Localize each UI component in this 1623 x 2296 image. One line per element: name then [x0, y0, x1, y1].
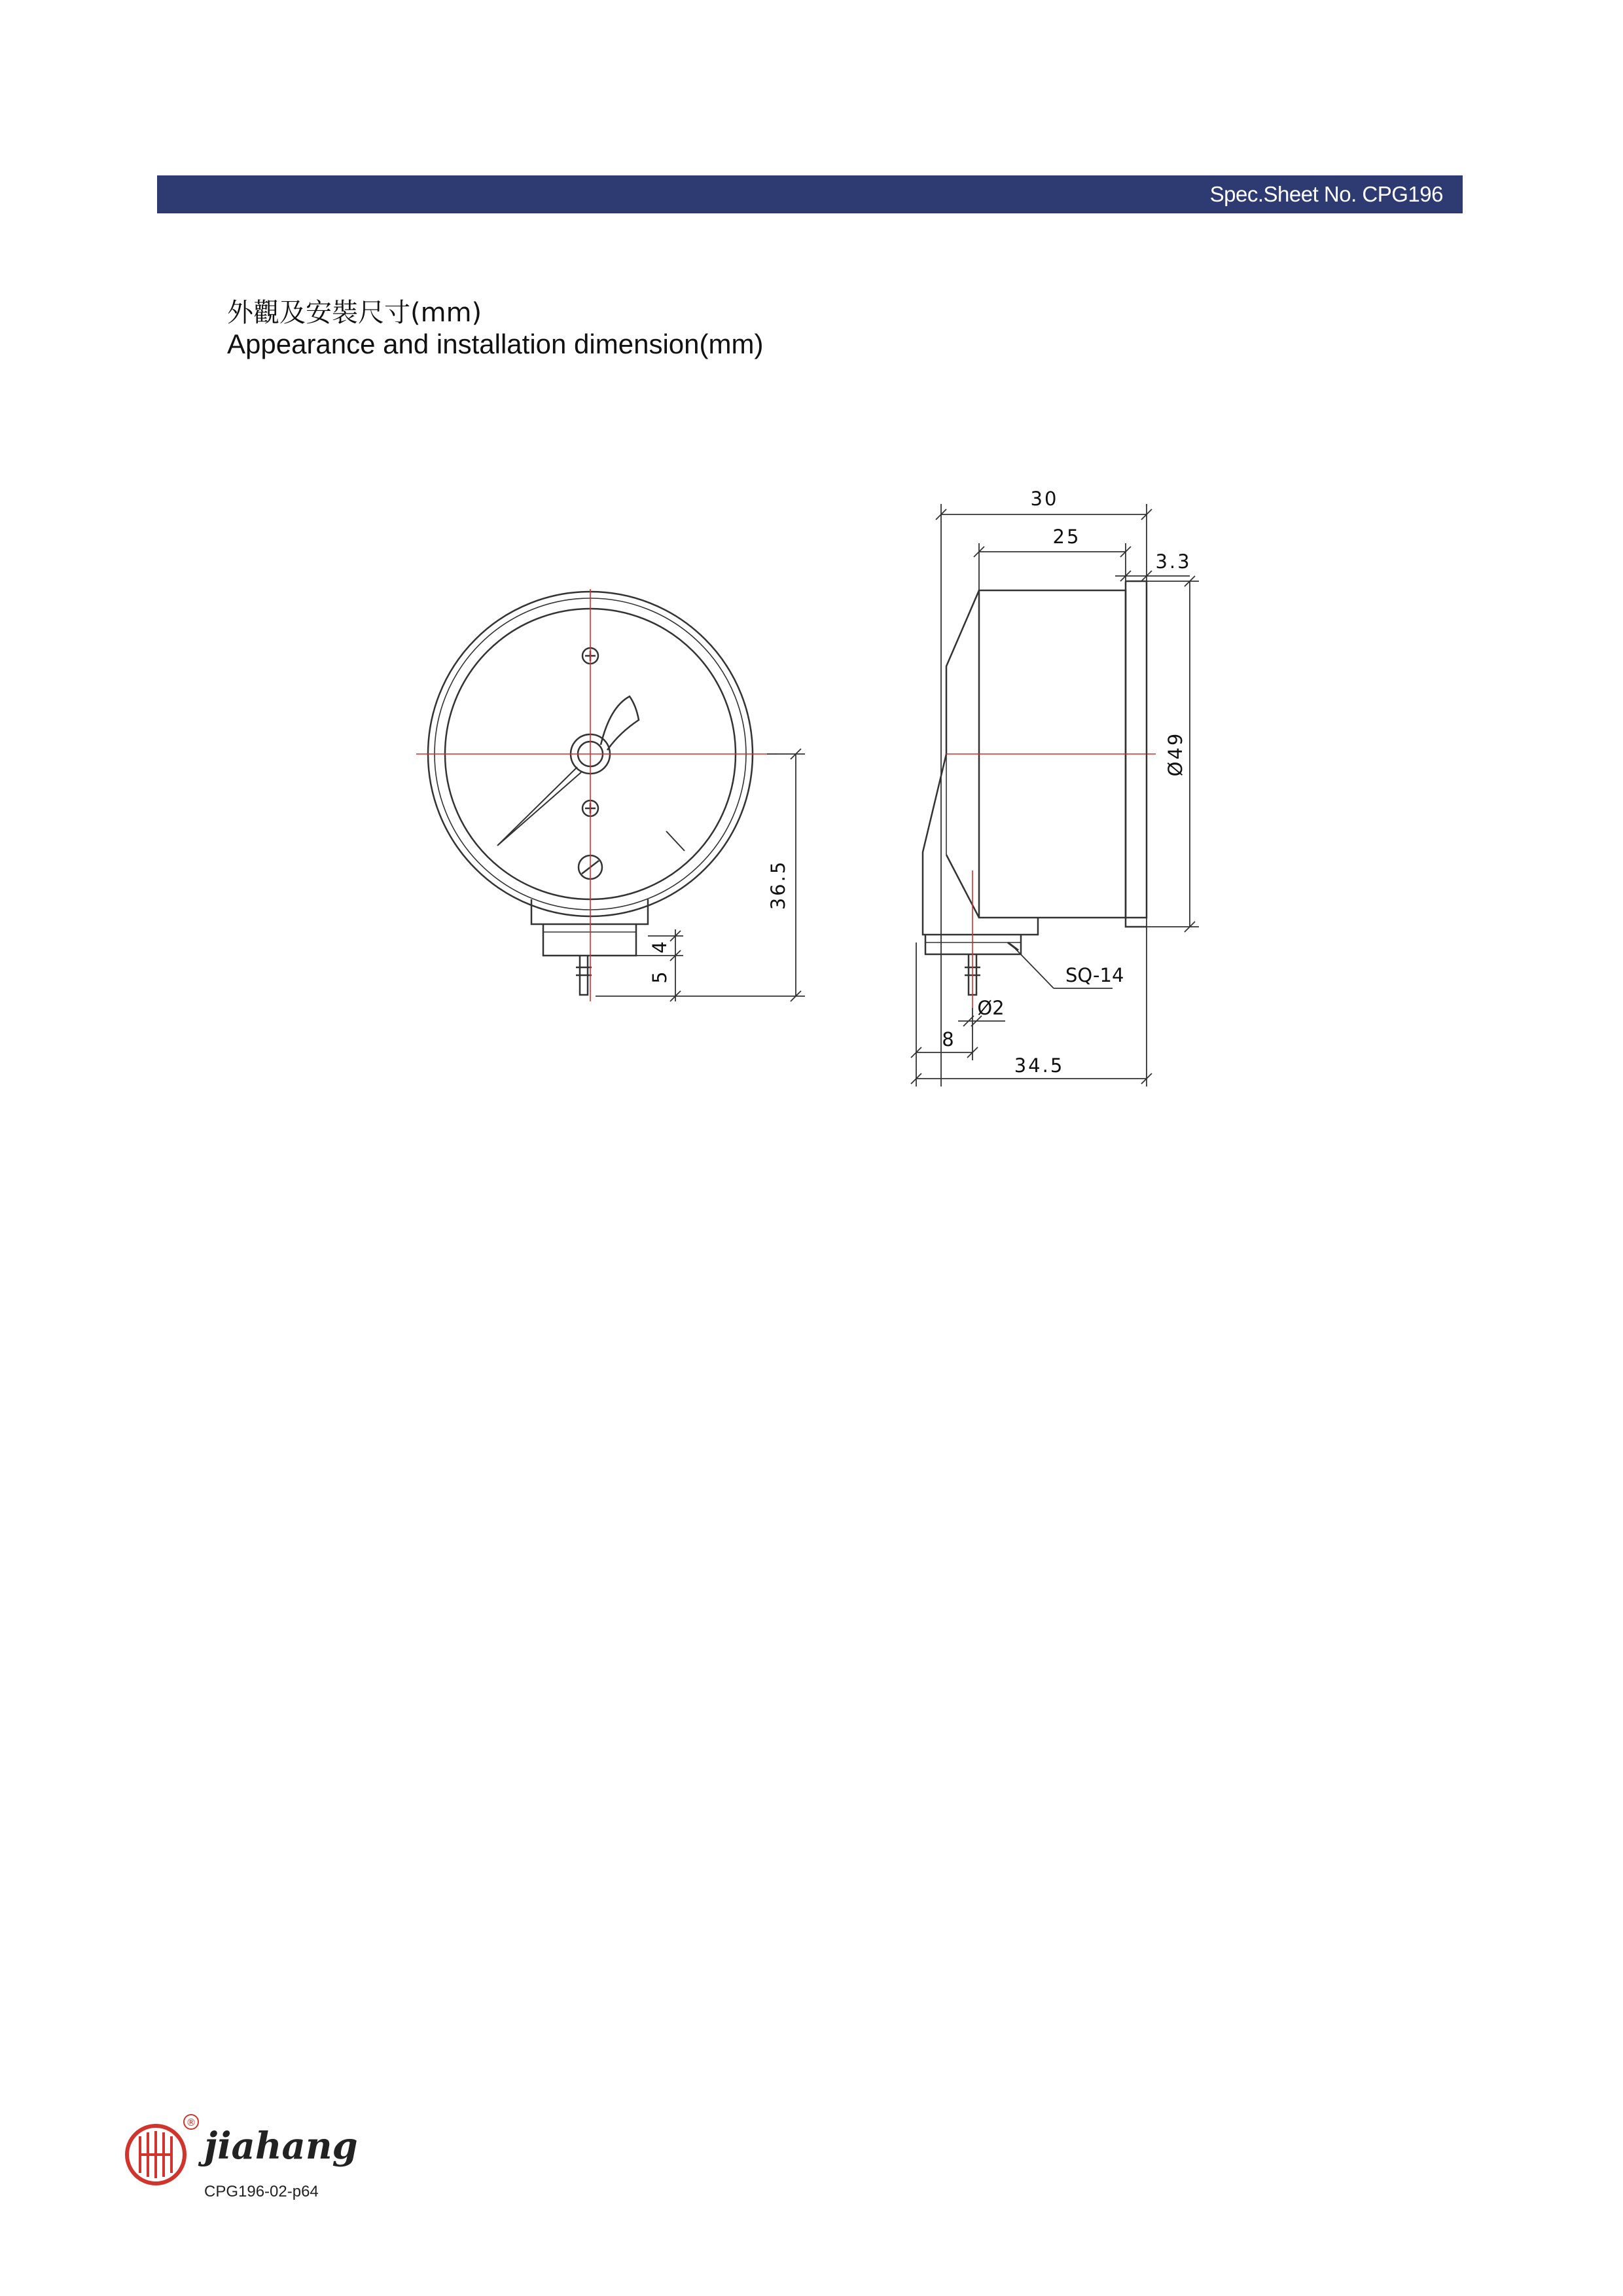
side-dimensions	[911, 504, 1199, 1086]
side-centerlines	[946, 754, 1156, 1008]
brand-name: jiahang	[204, 2125, 358, 2168]
dim-pin-diameter: Ø2	[977, 997, 1005, 1019]
dim-offset-8: 8	[942, 1028, 956, 1050]
document-number: CPG196-02-p64	[204, 2183, 319, 2200]
dim-case-depth: 25	[1052, 526, 1081, 548]
dim-square: SQ-14	[1065, 964, 1124, 986]
dim-center-height: 36.5	[767, 859, 789, 910]
jiahang-logo-icon	[116, 2110, 202, 2195]
dim-diameter: Ø49	[1164, 731, 1186, 777]
dim-overall-depth: 30	[1030, 488, 1059, 510]
spec-sheet-number: Spec.Sheet No. CPG196	[1209, 182, 1443, 206]
registered-mark: ®	[186, 2117, 196, 2128]
section-title-en: Appearance and installation dimension(mm)	[227, 329, 764, 359]
dim-fitting-4: 4	[649, 939, 671, 954]
section-title-zh: 外觀及安裝尺寸(mm)	[227, 298, 482, 328]
side-view	[923, 581, 1147, 995]
dim-total-depth: 34.5	[1014, 1054, 1065, 1077]
dim-fitting-5: 5	[649, 969, 671, 984]
dim-bezel: 3.3	[1155, 550, 1192, 573]
